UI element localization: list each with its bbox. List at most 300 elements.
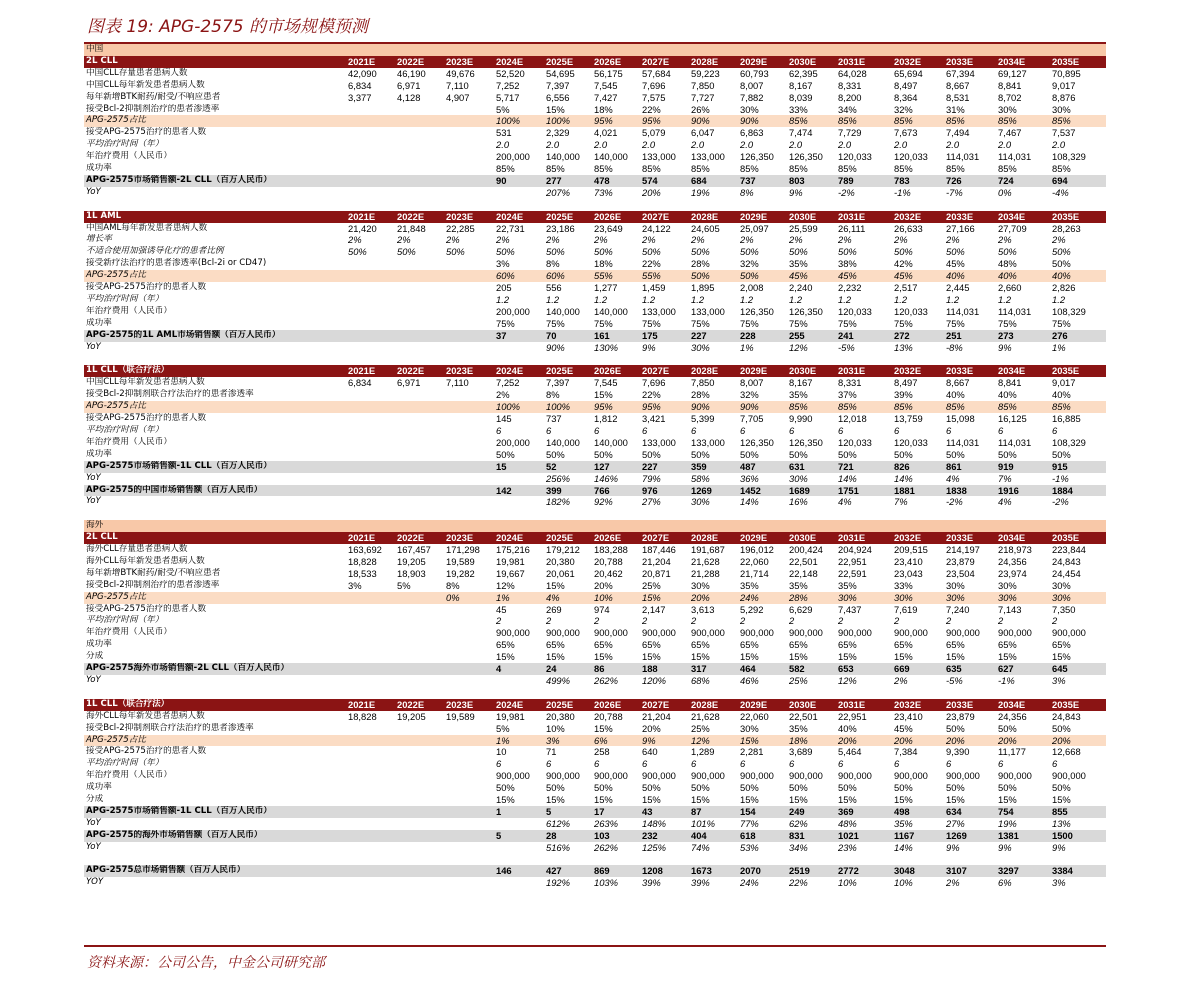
value-cell: 85% xyxy=(1052,163,1071,175)
value-cell: 50% xyxy=(789,448,808,460)
value-cell: 9% xyxy=(640,735,689,747)
value-cell: 1% xyxy=(1052,341,1066,353)
value-cell: 7,240 xyxy=(946,603,970,615)
value-cell: 50% xyxy=(838,782,857,794)
value-cell: 50% xyxy=(348,246,367,258)
value-cell: 15% xyxy=(594,651,613,663)
value-cell: 50% xyxy=(740,782,759,794)
value-cell: -2% xyxy=(1052,496,1069,508)
value-cell: 631 xyxy=(787,461,836,473)
value-cell: 1% xyxy=(740,341,754,353)
year-header-cell: 2022E xyxy=(395,532,444,544)
row-label: 接受Bcl-2抑制剂联合疗法治疗的患者渗透率 xyxy=(86,389,254,400)
spacer-cell xyxy=(787,854,836,866)
row-label: 海外CLL存量患者患病人数 xyxy=(86,544,188,555)
spacer-cell xyxy=(892,199,944,211)
value-cell: 653 xyxy=(836,663,892,675)
value-cell xyxy=(346,496,395,508)
row-label: YoY xyxy=(86,341,101,352)
spacer-cell xyxy=(444,508,494,520)
value-cell: 900,000 xyxy=(496,770,530,782)
value-cell: 65% xyxy=(740,639,759,651)
value-cell xyxy=(395,389,444,401)
value-cell xyxy=(444,294,494,306)
value-cell: 4 xyxy=(494,663,544,675)
value-cell: 69,127 xyxy=(998,67,1027,79)
value-cell: 18% xyxy=(787,735,836,747)
row-label: 年治疗费用（人民币） xyxy=(86,627,172,638)
spacer-cell xyxy=(592,854,640,866)
value-cell: 50% xyxy=(998,722,1017,734)
value-cell: 8% xyxy=(446,579,460,591)
value-cell xyxy=(395,187,444,199)
value-cell xyxy=(444,782,494,794)
value-cell: 2% xyxy=(1052,234,1066,246)
value-cell xyxy=(494,342,544,354)
value-cell: 15% xyxy=(740,651,759,663)
value-cell xyxy=(395,806,444,818)
value-cell: 14% xyxy=(894,472,913,484)
value-cell: 20% xyxy=(944,735,996,747)
value-cell: 27% xyxy=(946,817,965,829)
value-cell xyxy=(395,639,444,651)
value-cell: 7,882 xyxy=(740,91,764,103)
value-cell: 15% xyxy=(1052,794,1071,806)
year-header-cell: 2025E xyxy=(544,211,592,223)
value-cell: 2.0 xyxy=(789,139,803,151)
value-cell: 369 xyxy=(836,806,892,818)
spacer-cell xyxy=(395,687,444,699)
value-cell: 14% xyxy=(894,841,913,853)
table-row-italic xyxy=(84,675,1106,687)
table-row-normal xyxy=(84,68,1106,80)
year-header-cell: 2027E xyxy=(640,532,689,544)
value-cell: 200,000 xyxy=(496,436,530,448)
value-cell: 9,990 xyxy=(789,413,813,425)
value-cell: 6 xyxy=(1052,758,1058,770)
value-cell: 140,000 xyxy=(594,436,628,448)
value-cell: 50% xyxy=(838,448,857,460)
value-cell: 50% xyxy=(397,246,416,258)
value-cell: 399 xyxy=(544,485,592,497)
value-cell: 915 xyxy=(1050,461,1106,473)
value-cell: 14% xyxy=(838,472,857,484)
value-cell: 126,350 xyxy=(740,151,774,163)
value-cell: 8,200 xyxy=(838,91,862,103)
year-header-cell: 2023E xyxy=(444,699,494,711)
value-cell: 85% xyxy=(1050,401,1106,413)
table-row-normal xyxy=(84,639,1106,651)
value-cell: 79% xyxy=(642,472,661,484)
year-header-cell: 2025E xyxy=(544,699,592,711)
year-header-cell: 2026E xyxy=(592,56,640,68)
value-cell xyxy=(395,175,444,187)
value-cell: 256% xyxy=(546,472,570,484)
value-cell: 42% xyxy=(894,258,913,270)
value-cell: 85% xyxy=(789,163,808,175)
value-cell: 33% xyxy=(894,579,913,591)
value-cell: 4% xyxy=(838,496,852,508)
value-cell xyxy=(346,282,395,294)
value-cell: 15% xyxy=(642,651,661,663)
value-cell: 40% xyxy=(1050,270,1106,282)
value-cell: 900,000 xyxy=(946,627,980,639)
value-cell: 6 xyxy=(691,424,697,436)
value-cell: 30% xyxy=(892,592,944,604)
value-cell: 114,031 xyxy=(998,305,1032,317)
value-cell: 101% xyxy=(691,817,715,829)
value-cell: 2% xyxy=(998,234,1012,246)
value-cell: 15% xyxy=(691,794,710,806)
spacer-cell xyxy=(395,508,444,520)
year-header-cell: 2034E xyxy=(996,699,1050,711)
value-cell: 108,329 xyxy=(1052,305,1086,317)
row-label: 接受APG-2575治疗的患者人数 xyxy=(86,413,207,424)
value-cell: 5,399 xyxy=(691,413,715,425)
value-cell: 6 xyxy=(740,424,746,436)
value-cell xyxy=(346,139,395,151)
value-cell: 126,350 xyxy=(789,305,823,317)
spacer-cell xyxy=(689,687,738,699)
value-cell: 6 xyxy=(838,758,844,770)
value-cell: 32% xyxy=(894,103,913,115)
value-cell: 65% xyxy=(789,639,808,651)
value-cell: 39% xyxy=(642,877,661,889)
year-header-cell: 2025E xyxy=(544,532,592,544)
value-cell xyxy=(395,473,444,485)
value-cell: 227 xyxy=(640,461,689,473)
value-cell: 8% xyxy=(740,186,754,198)
value-cell xyxy=(346,175,395,187)
year-header-cell: 2035E xyxy=(1050,532,1106,544)
value-cell: 23,879 xyxy=(946,710,975,722)
table-row-spacer xyxy=(84,199,1106,211)
value-cell: 10% xyxy=(592,592,640,604)
value-cell xyxy=(444,139,494,151)
value-cell: 1884 xyxy=(1050,485,1106,497)
value-cell: 49,676 xyxy=(446,67,475,79)
value-cell: 52 xyxy=(544,461,592,473)
value-cell: 85% xyxy=(944,115,996,127)
value-cell: 85% xyxy=(594,163,613,175)
value-cell xyxy=(346,627,395,639)
value-cell: 1167 xyxy=(892,830,944,842)
value-cell: 85% xyxy=(836,401,892,413)
value-cell: -2% xyxy=(838,186,855,198)
value-cell: 187,446 xyxy=(642,544,676,556)
value-cell: 1% xyxy=(494,735,544,747)
value-cell: 50% xyxy=(1052,448,1071,460)
value-cell: 276 xyxy=(1050,330,1106,342)
value-cell: 133,000 xyxy=(642,436,676,448)
value-cell: 1208 xyxy=(640,865,689,877)
spacer-cell xyxy=(689,508,738,520)
value-cell: 2,008 xyxy=(740,282,764,294)
row-label: 平均治疗时间（年） xyxy=(86,424,164,435)
value-cell: 12% xyxy=(689,735,738,747)
value-cell: 15% xyxy=(546,651,565,663)
row-label: YoY xyxy=(86,186,101,197)
value-cell xyxy=(395,330,444,342)
value-cell: 50% xyxy=(789,782,808,794)
value-cell: 23,974 xyxy=(998,567,1027,579)
spacer-cell xyxy=(738,199,787,211)
value-cell xyxy=(444,663,494,675)
value-cell: 3048 xyxy=(892,865,944,877)
value-cell: 726 xyxy=(944,175,996,187)
row-label: APG-2575市场销售额-1L CLL（百万人民币） xyxy=(84,461,346,473)
spacer-cell xyxy=(444,687,494,699)
value-cell: 1.2 xyxy=(594,294,608,306)
spacer-cell xyxy=(395,354,444,366)
value-cell: 2.0 xyxy=(546,139,560,151)
value-cell xyxy=(444,258,494,270)
table-row-section xyxy=(84,44,1106,56)
value-cell: 11,177 xyxy=(998,746,1026,758)
value-cell: 15% xyxy=(789,794,808,806)
value-cell: 900,000 xyxy=(594,770,628,782)
row-label: 海外CLL每年新发患者患病人数 xyxy=(86,555,205,566)
spacer-cell xyxy=(892,687,944,699)
row-label: APG-2575市场销售额-2L CLL（百万人民币） xyxy=(84,175,346,187)
value-cell: 90% xyxy=(689,401,738,413)
spacer-cell xyxy=(84,354,346,366)
value-cell xyxy=(395,770,444,782)
value-cell: 154 xyxy=(738,806,787,818)
value-cell: 22,285 xyxy=(446,222,475,234)
value-cell: 5,717 xyxy=(496,91,520,103)
spacer-cell xyxy=(494,354,544,366)
value-cell: 789 xyxy=(836,175,892,187)
year-header-cell: 2028E xyxy=(689,532,738,544)
value-cell xyxy=(395,437,444,449)
value-cell: 13% xyxy=(894,341,913,353)
value-cell: 50% xyxy=(691,246,710,258)
spacer-cell xyxy=(787,687,836,699)
value-cell: 75% xyxy=(1052,317,1071,329)
value-cell xyxy=(444,794,494,806)
value-cell: 2% xyxy=(546,234,560,246)
value-cell: 36% xyxy=(740,472,759,484)
table-row-normal xyxy=(84,92,1106,104)
value-cell xyxy=(346,389,395,401)
value-cell: -5% xyxy=(946,674,963,686)
value-cell xyxy=(346,270,395,282)
year-header-cell: 2035E xyxy=(1050,365,1106,377)
spacer-cell xyxy=(84,854,346,866)
value-cell: 3,613 xyxy=(691,603,715,615)
value-cell xyxy=(395,663,444,675)
value-cell: 55% xyxy=(640,270,689,282)
value-cell: 3,377 xyxy=(348,91,372,103)
value-cell: 826 xyxy=(892,461,944,473)
value-cell: 273 xyxy=(996,330,1050,342)
value-cell: 95% xyxy=(640,115,689,127)
table-row-italic xyxy=(84,425,1106,437)
value-cell: 50% xyxy=(789,246,808,258)
value-cell: 7,397 xyxy=(546,377,570,389)
year-header-cell: 2026E xyxy=(592,532,640,544)
value-cell: 50% xyxy=(546,782,565,794)
value-cell: 35% xyxy=(789,389,808,401)
value-cell: 75% xyxy=(594,317,613,329)
value-cell: 1673 xyxy=(689,865,738,877)
spacer-cell xyxy=(836,854,892,866)
value-cell: 35% xyxy=(894,817,913,829)
value-cell: 3% xyxy=(544,735,592,747)
value-cell xyxy=(444,830,494,842)
value-cell: 35% xyxy=(789,258,808,270)
value-cell: 900,000 xyxy=(546,627,580,639)
value-cell: 30% xyxy=(740,103,759,115)
value-cell: 50% xyxy=(894,782,913,794)
row-label: 成功率 xyxy=(86,639,112,650)
table-row-header xyxy=(84,56,1106,68)
row-label: 中国CLL每年新发患者患病人数 xyxy=(86,377,205,388)
value-cell: 499% xyxy=(546,674,570,686)
value-cell: 8,039 xyxy=(789,91,813,103)
value-cell: 30% xyxy=(740,722,759,734)
value-cell xyxy=(395,746,444,758)
value-cell: 5% xyxy=(496,103,510,115)
value-cell: 85% xyxy=(996,401,1050,413)
value-cell: 737 xyxy=(738,175,787,187)
row-label: APG-2575总市场销售额（百万人民币） xyxy=(84,865,346,877)
value-cell: 2772 xyxy=(836,865,892,877)
value-cell: 10% xyxy=(838,877,857,889)
value-cell: 0% xyxy=(998,186,1012,198)
value-cell: 50% xyxy=(496,246,515,258)
value-cell: 20,788 xyxy=(594,555,623,567)
value-cell: 25,097 xyxy=(740,222,769,234)
value-cell: 1381 xyxy=(996,830,1050,842)
row-label: 平均治疗时间（年） xyxy=(86,615,164,626)
value-cell: 30% xyxy=(998,579,1017,591)
value-cell: 272 xyxy=(892,330,944,342)
year-header-cell: 2033E xyxy=(944,699,996,711)
year-header-cell: 2031E xyxy=(836,365,892,377)
spacer-cell xyxy=(996,508,1050,520)
row-label: 成功率 xyxy=(86,448,112,459)
table-row-total xyxy=(84,461,1106,473)
value-cell: 20% xyxy=(996,735,1050,747)
value-cell: 15% xyxy=(894,651,913,663)
table-row-italic xyxy=(84,758,1106,770)
row-label: 接受Bcl-2抑制剂治疗的患者渗透率 xyxy=(86,579,220,590)
value-cell: 9,390 xyxy=(946,746,970,758)
value-cell: 6 xyxy=(789,758,795,770)
value-cell xyxy=(346,115,395,127)
value-cell: 7,850 xyxy=(691,377,715,389)
value-cell: 45% xyxy=(946,258,965,270)
value-cell: 30% xyxy=(944,592,996,604)
value-cell: 22,731 xyxy=(496,222,525,234)
spacer-cell xyxy=(787,354,836,366)
value-cell xyxy=(395,627,444,639)
value-cell: 50% xyxy=(946,246,965,258)
spacer-cell xyxy=(346,199,395,211)
value-cell: 85% xyxy=(892,401,944,413)
value-cell: 65,694 xyxy=(894,67,923,79)
value-cell xyxy=(395,449,444,461)
value-cell: 2 xyxy=(946,615,952,627)
year-header-cell: 2028E xyxy=(689,365,738,377)
value-cell: 161 xyxy=(592,330,640,342)
value-cell: 1,277 xyxy=(594,282,618,294)
value-cell: 175,216 xyxy=(496,544,530,556)
value-cell: 85% xyxy=(946,163,965,175)
value-cell: 30% xyxy=(789,472,808,484)
value-cell xyxy=(444,675,494,687)
year-header-cell: 2023E xyxy=(444,56,494,68)
value-cell: 831 xyxy=(787,830,836,842)
value-cell: 15% xyxy=(496,794,515,806)
value-cell: 64,028 xyxy=(838,67,867,79)
value-cell: 6 xyxy=(594,758,600,770)
value-cell: 19% xyxy=(691,186,710,198)
value-cell: 42,090 xyxy=(348,67,377,79)
value-cell: 218,973 xyxy=(998,544,1032,556)
value-cell: 127 xyxy=(592,461,640,473)
value-cell: 46,190 xyxy=(397,67,426,79)
value-cell: 140,000 xyxy=(546,436,580,448)
value-cell: 40% xyxy=(1052,389,1071,401)
year-header-cell: 2029E xyxy=(738,211,787,223)
value-cell: 12,668 xyxy=(1052,746,1081,758)
row-label: 年治疗费用（人民币） xyxy=(86,436,172,447)
value-cell: 7,143 xyxy=(998,603,1022,615)
value-cell: 2% xyxy=(691,234,705,246)
row-label: 接受APG-2575治疗的患者人数 xyxy=(86,746,207,757)
row-label: 接受APG-2575治疗的患者人数 xyxy=(86,282,207,293)
value-cell: 50% xyxy=(946,782,965,794)
spacer-cell xyxy=(640,508,689,520)
value-cell xyxy=(346,413,395,425)
year-header-cell: 2027E xyxy=(640,211,689,223)
table-row-total xyxy=(84,175,1106,187)
value-cell: 6 xyxy=(496,758,502,770)
value-cell xyxy=(346,151,395,163)
row-label: APG-2575占比 xyxy=(84,592,346,604)
table-row-normal xyxy=(84,449,1106,461)
value-cell: 900,000 xyxy=(789,627,823,639)
value-cell xyxy=(444,842,494,854)
value-cell: 39% xyxy=(691,877,710,889)
value-cell: 24 xyxy=(544,663,592,675)
block-header-label: 1L CLL（联合疗法） xyxy=(84,365,346,377)
value-cell: 7,729 xyxy=(838,127,862,139)
value-cell xyxy=(346,604,395,616)
value-cell: 7,467 xyxy=(998,127,1022,139)
value-cell: 50% xyxy=(946,722,965,734)
value-cell: 12% xyxy=(496,579,515,591)
value-cell xyxy=(444,187,494,199)
value-cell xyxy=(346,318,395,330)
value-cell: 182% xyxy=(546,496,570,508)
value-cell: 65% xyxy=(642,639,661,651)
row-label: 平均治疗时间（年） xyxy=(86,294,164,305)
table-row-total xyxy=(84,663,1106,675)
value-cell: 4% xyxy=(544,592,592,604)
value-cell: 974 xyxy=(594,603,610,615)
value-cell: 7,545 xyxy=(594,79,618,91)
value-cell: 2% xyxy=(496,234,510,246)
value-cell: 249 xyxy=(787,806,836,818)
value-cell: 140,000 xyxy=(594,151,628,163)
value-cell xyxy=(395,592,444,604)
value-cell: 18% xyxy=(594,258,613,270)
year-header-cell: 2028E xyxy=(689,699,738,711)
